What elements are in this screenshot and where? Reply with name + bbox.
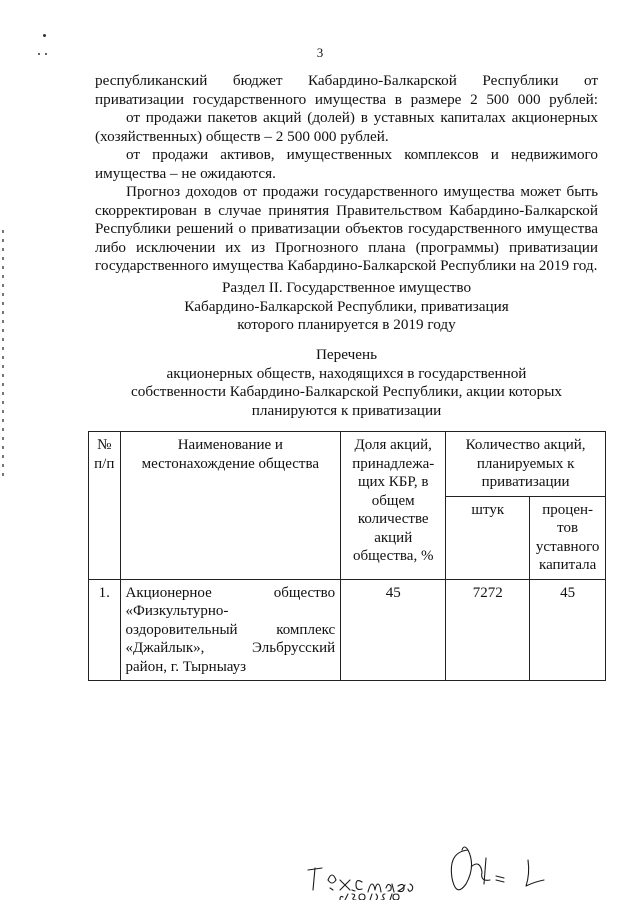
section-heading-line: Раздел II. Государственное имущество: [221, 279, 472, 296]
list-title-line: собственности Кабардино-Балкарской Республики, акции которых: [131, 383, 562, 400]
scan-speck: [43, 34, 46, 37]
handwritten-note: [300, 830, 600, 900]
section-heading-line: которого планируется в 2019 году: [237, 316, 456, 333]
header-pieces: штук: [446, 496, 530, 579]
shares-table: [88, 431, 606, 681]
paragraph: республиканский бюджет Кабардино-Балкарской Республики от приватизации государственного имущества в размере 2 500 000 рублей:: [95, 72, 598, 108]
row-share: 45: [341, 579, 446, 681]
body-text: [95, 72, 598, 276]
list-title-line: планируются к приватизации: [251, 401, 442, 419]
paragraph: от продажи активов, имущественных комплексов и недвижимого имущества – не ожидаются.: [95, 146, 598, 182]
signature-area: [300, 830, 600, 900]
list-title-line: Перечень: [315, 346, 378, 363]
row-number: 1.: [89, 579, 121, 681]
header-share: Доля акций, принадлежа-щих КБР, в общем количестве акций общества, %: [341, 432, 446, 580]
header-number: № п/п: [89, 432, 121, 580]
header-name: Наименование и местонахождение общества: [120, 432, 341, 580]
page-number: 3: [316, 45, 324, 60]
header-quantity-group: Количество акций, планируемых к приватизации: [446, 432, 606, 497]
paragraph: от продажи пакетов акций (долей) в уставных капиталах акционерных (хозяйственных) обществ – 2 500 000 рублей.: [95, 109, 598, 145]
row-company-name: Акционерное общество «Физкультурно-оздоровительный комплекс «Джайлык», Эльбрусский район, г. Тырныауз: [120, 579, 341, 681]
scan-speck: [38, 53, 40, 55]
scan-speck: [45, 53, 47, 55]
row-pieces: 7272: [446, 579, 530, 681]
paragraph: Прогноз доходов от продажи государственного имущества может быть скорректирован в случае принятия Правительством Кабардино-Балкарской Республики решений о приватизации объектов государственного имущества либо исключении их из Прогнозного плана (программы) приватизации государственного имущества Кабардино-Балкарской Республики на 2019 год.: [95, 183, 598, 274]
section-heading-line: Кабардино-Балкарской Республики, приватизация: [184, 297, 509, 315]
row-percent: 45: [530, 579, 606, 681]
list-title-line: акционерных обществ, находящихся в государственной: [166, 364, 527, 382]
scan-binding-marks: [2, 230, 4, 480]
table-row: [89, 579, 606, 681]
list-title: [95, 346, 598, 420]
header-percent: процен-тов уставного капитала: [530, 496, 606, 579]
section-heading: [95, 279, 598, 335]
